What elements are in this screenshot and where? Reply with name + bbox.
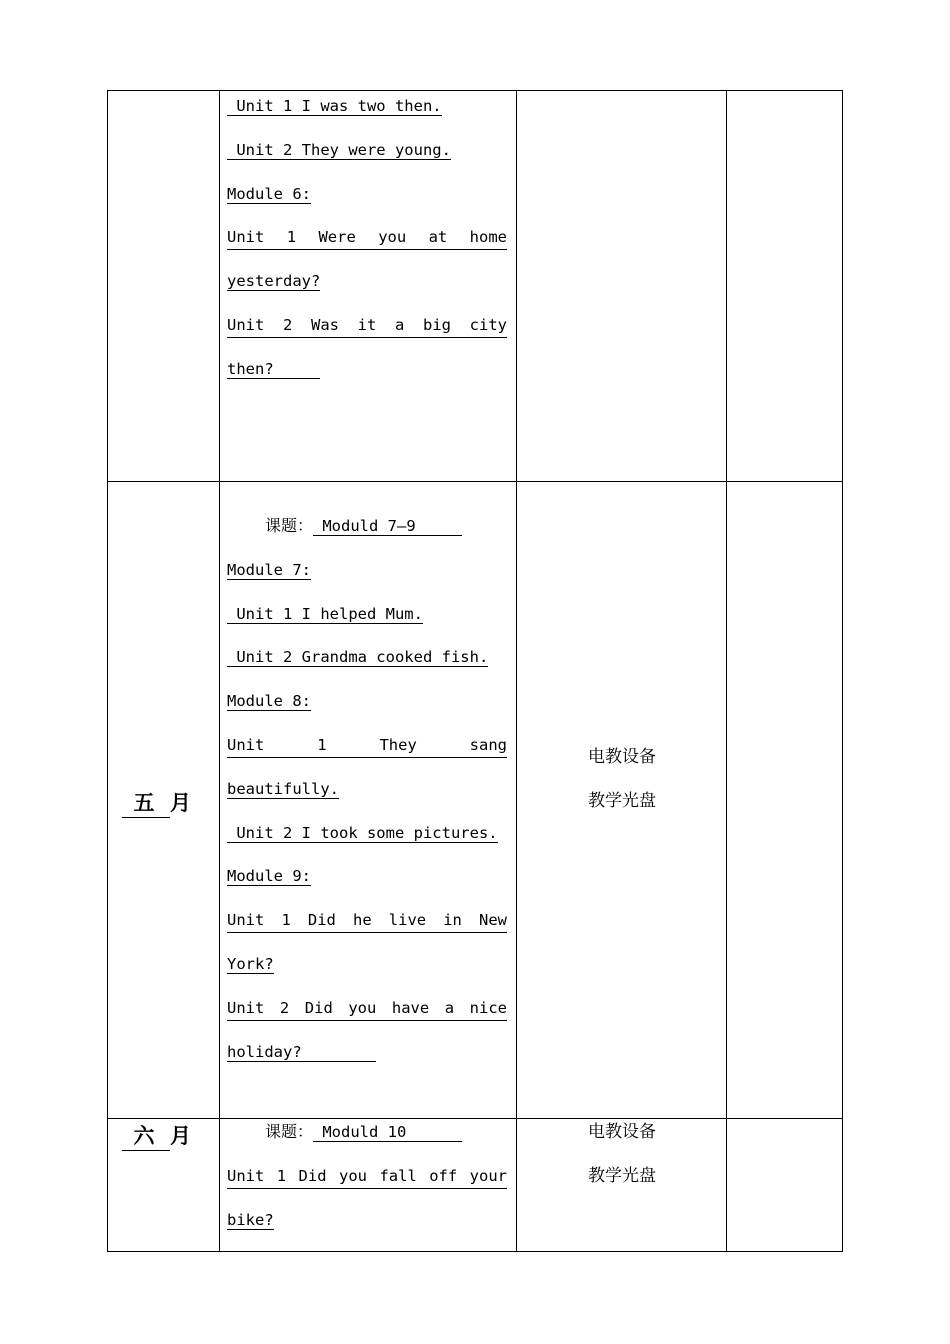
content-line: Unit 2 I took some pictures. xyxy=(227,823,498,842)
lesson-title: 课题： Moduld 10 xyxy=(265,1122,463,1141)
content-line: Module 9: xyxy=(227,867,311,886)
content-line: York? xyxy=(227,954,274,973)
content-line: Module 7: xyxy=(227,560,311,579)
row-divider xyxy=(108,481,842,482)
content-line: holiday? xyxy=(227,1042,377,1061)
content-line: Module 8: xyxy=(227,692,311,711)
content-line: Unit 1 I was two then. xyxy=(227,97,442,115)
equipment-list xyxy=(517,1120,727,1208)
content-line: Unit 2 Was it a big city xyxy=(227,313,507,357)
column-divider xyxy=(726,91,727,1251)
content-line: Unit 2 Did you have a nice xyxy=(227,996,507,1040)
content-line: Unit 1 I helped Mum. xyxy=(227,604,423,623)
content-line: Unit 2 They were young. xyxy=(227,140,451,159)
content-line: Module 6: xyxy=(227,184,311,203)
equipment-item: 教学光盘 xyxy=(588,1166,656,1186)
month-label: 五 月 xyxy=(122,789,218,818)
content-line: bike? xyxy=(227,1210,274,1229)
content-line: Unit 1 Did he live in New xyxy=(227,908,507,952)
lesson-content xyxy=(227,94,507,401)
lesson-content xyxy=(227,1120,507,1251)
content-line: Unit 1 They sang xyxy=(227,733,507,777)
equipment-item: 教学光盘 xyxy=(588,791,656,811)
equipment-item: 电教设备 xyxy=(588,1122,656,1142)
column-divider xyxy=(219,91,220,1251)
curriculum-table xyxy=(107,90,843,1252)
content-line: Unit 1 Did you fall off your xyxy=(227,1164,507,1208)
content-line: yesterday? xyxy=(227,272,321,291)
content-line: beautifully. xyxy=(227,779,339,798)
lesson-content xyxy=(227,514,507,1083)
column-divider xyxy=(516,91,517,1251)
row-divider xyxy=(108,1118,842,1119)
lesson-title: 课题： Moduld 7—9 xyxy=(265,516,463,535)
content-line: Unit 1 Were you at home xyxy=(227,225,507,269)
content-line: Unit 2 Grandma cooked fish. xyxy=(227,648,489,667)
equipment-item: 电教设备 xyxy=(588,747,656,767)
equipment-list xyxy=(517,745,727,833)
content-line: then? xyxy=(227,359,321,378)
month-label: 六 月 xyxy=(122,1122,218,1151)
